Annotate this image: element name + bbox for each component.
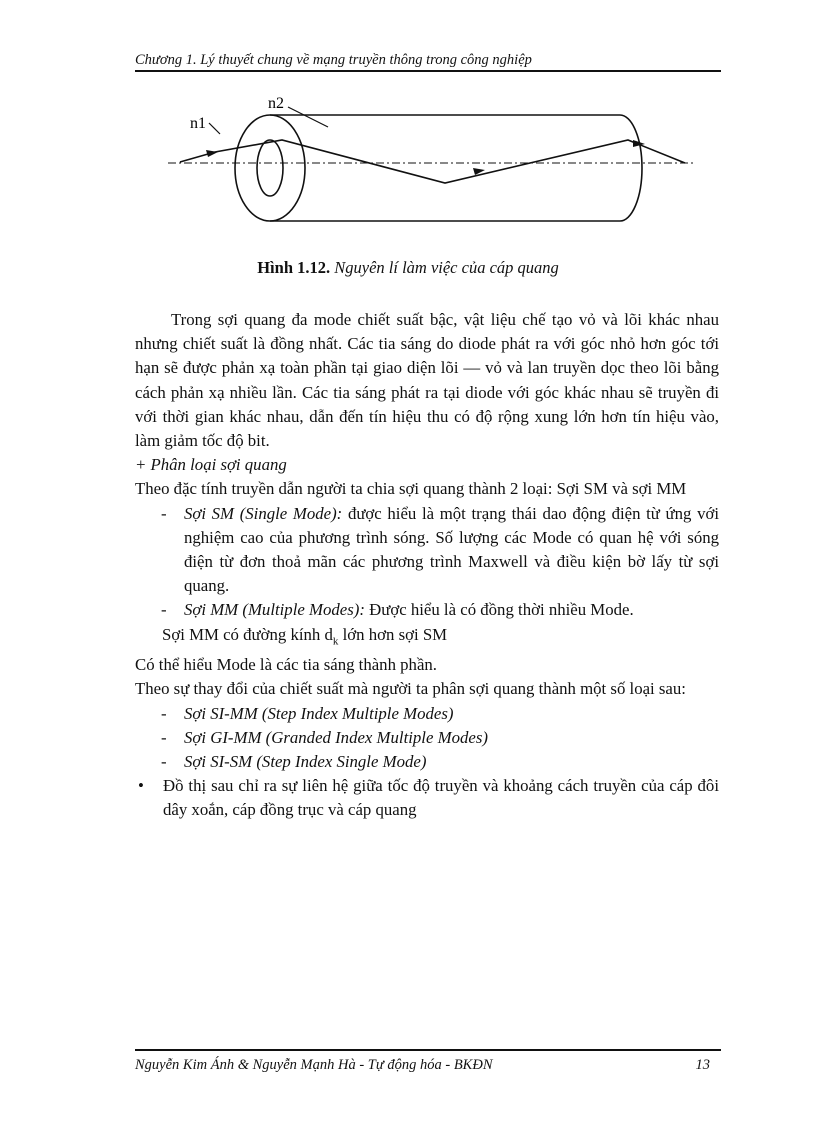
core-end-face bbox=[257, 140, 283, 196]
list-item: - Sợi MM (Multiple Modes): Được hiểu là có đồng thời nhiều Mode. bbox=[161, 600, 634, 620]
running-header: Chương 1. Lý thuyết chung về mạng truyền thông trong công nghiệp bbox=[135, 52, 532, 68]
mode-note: Có thể hiểu Mode là các tia sáng thành phần. bbox=[135, 655, 437, 675]
list-item: - Sợi SI-MM (Step Index Multiple Modes) bbox=[161, 703, 454, 723]
paragraph: Trong sợi quang đa mode chiết suất bậc, vật liệu chế tạo vỏ và lõi khác nhau nhưng chiết suất là đồng nhất. Các tia sáng do diode phát ra với góc nhỏ hơn góc tới hạn sẽ được phản xạ toàn phần tại giao diện lõi — vỏ và lan truyền dọc theo lõi bằng cách phản xạ nhiều lần. Các tia sáng phát ra tại diode với góc khác nhau sẽ truyền đi với thời gian khác nhau, dẫn đến tín hiệu thu có độ rộng xung lớn hơn tín hiệu vào, làm giảm tốc độ bit. bbox=[135, 310, 719, 451]
figure-caption bbox=[0, 258, 816, 278]
leader-n1 bbox=[209, 123, 220, 134]
header-rule bbox=[135, 70, 721, 72]
label-n1: n1 bbox=[190, 115, 206, 132]
bullet-item: • Đồ thị sau chỉ ra sự liên hệ giữa tốc độ truyền và khoảng cách truyền của cáp đôi dây xoắn, cáp đồng trục và cáp quang bbox=[138, 776, 719, 820]
caption-text: Nguyên lí làm việc của cáp quang bbox=[330, 258, 559, 277]
light-ray bbox=[180, 140, 685, 183]
list-item: - Sợi SM (Single Mode): được hiểu là một trạng thái dao động điện từ ứng với nghiệm cao của phương trình sóng. Số lượng các Mode có quan hệ với sóng điện từ đơn thoả mãn các phương trình Maxwell và điều kiện bờ lấy từ sợi quang. bbox=[161, 503, 719, 596]
footer-rule bbox=[135, 1049, 721, 1051]
list-item: - Sợi GI-MM (Granded Index Multiple Modes) bbox=[161, 727, 488, 747]
label-n2: n2 bbox=[268, 95, 284, 112]
classification-intro: Theo đặc tính truyền dẫn người ta chia sợi quang thành 2 loại: Sợi SM và sợi MM bbox=[135, 479, 687, 499]
body-text bbox=[135, 308, 719, 823]
mm-diameter-note: Sợi MM có đường kính $d_k$ lớn hơn sợi SM bbox=[162, 624, 448, 647]
caption-label: Hình 1.12. bbox=[257, 258, 331, 277]
leader-n2 bbox=[288, 107, 328, 127]
running-footer bbox=[135, 1055, 710, 1075]
list-item-text: Được hiểu là có đồng thời nhiều Mode. bbox=[364, 600, 634, 620]
list-item: - Sợi SI-SM (Step Index Single Mode) bbox=[161, 752, 427, 772]
list-item-label: Sợi SM (Single Mode): bbox=[184, 503, 343, 523]
footer-authors: Nguyễn Kim Ánh & Nguyễn Mạnh Hà - Tự động hóa - BKĐN bbox=[135, 1057, 493, 1073]
list-item-label: Sợi MM (Multiple Modes): bbox=[184, 600, 365, 620]
refractive-intro: Theo sự thay đổi của chiết suất mà người ta phân sợi quang thành một số loại sau: bbox=[135, 679, 686, 699]
cladding-end-face bbox=[235, 115, 305, 221]
cable-body bbox=[270, 115, 642, 221]
list-item-text: được hiểu là một trạng thái dao động điện từ ứng với nghiệm cao của phương trình sóng. Số lượng các Mode có quan hệ với sóng điện từ đơn thoả mãn các phương trình Maxwell và điều kiện bờ lấy từ sợi quang. bbox=[184, 503, 719, 596]
section-heading: + Phân loại sợi quang bbox=[135, 455, 287, 475]
page-number: 13 bbox=[695, 1057, 710, 1073]
fiber-diagram bbox=[160, 90, 700, 230]
